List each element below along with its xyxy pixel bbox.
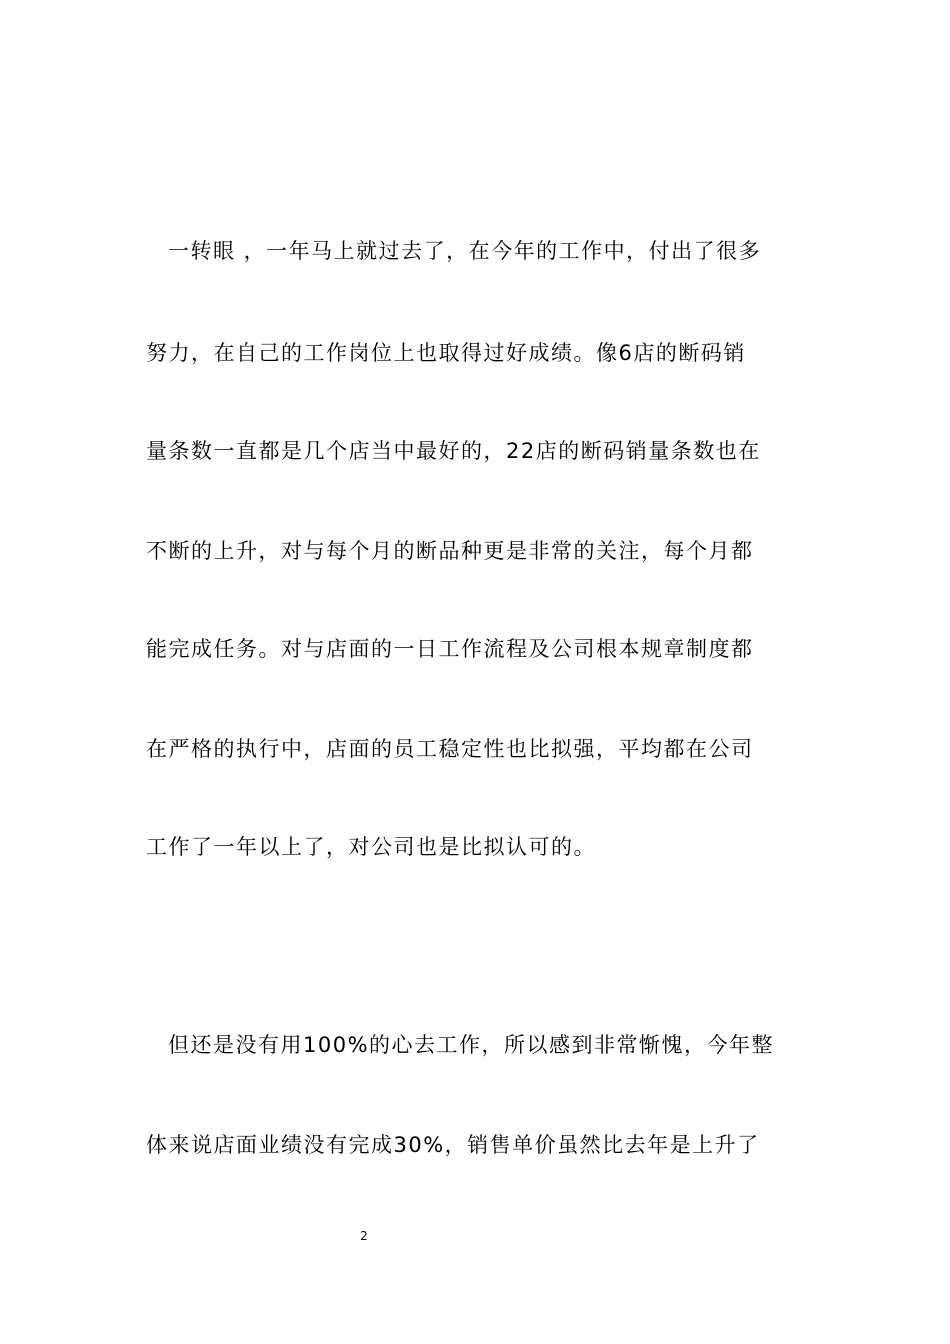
paragraph-2-line-2: 体来说店面业绩没有完成30%，销售单价虽然比去年是上升了 <box>146 1133 760 1157</box>
paragraph-1-line-6: 在严格的执行中，店面的员工稳定性也比拟强，平均都在公司 <box>146 737 754 761</box>
page-number: 2 <box>360 1229 368 1243</box>
paragraph-1-line-4: 不断的上升，对与每个月的断品种更是非常的关注，每个月都 <box>146 539 754 563</box>
paragraph-1-line-1: 一转眼 ，一年马上就过去了，在今年的工作中，付出了很多 <box>168 239 762 263</box>
paragraph-1-line-2: 努力，在自己的工作岗位上也取得过好成绩。像6店的断码销 <box>146 341 746 365</box>
paragraph-1-line-5: 能完成任务。对与店面的一日工作流程及公司根本规章制度都 <box>146 637 754 661</box>
paragraph-1-line-3: 量条数一直都是几个店当中最好的，22店的断码销量条数也在 <box>146 439 761 463</box>
paragraph-1-line-7: 工作了一年以上了，对公司也是比拟认可的。 <box>146 835 596 859</box>
paragraph-2-line-1: 但还是没有用100%的心去工作，所以感到非常惭愧，今年整 <box>168 1033 775 1057</box>
